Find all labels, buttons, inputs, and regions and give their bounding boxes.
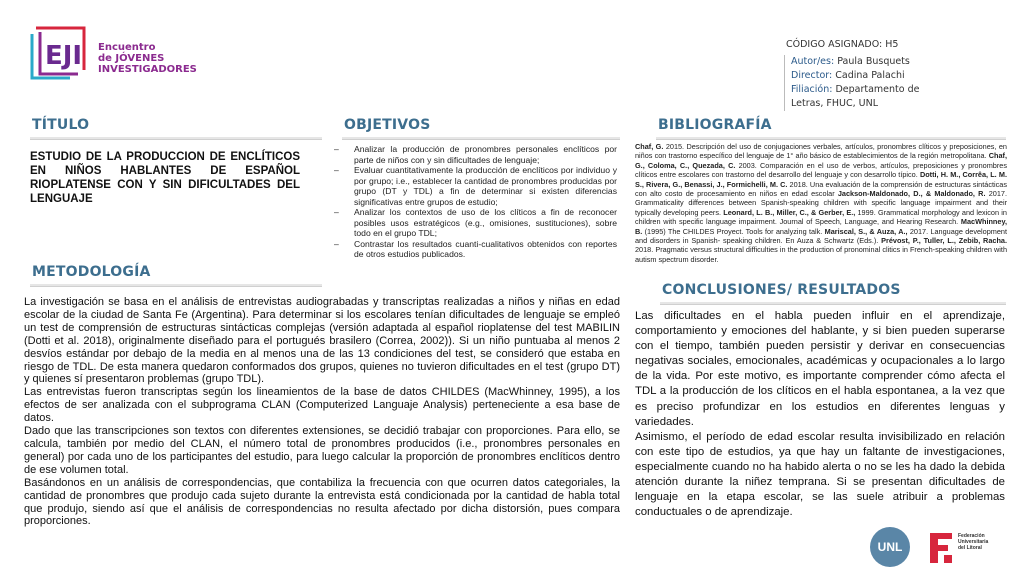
bibliografia-heading: BIBLIOGRAFÍA <box>658 117 772 133</box>
bib-text: 2018. Una evaluación de la comprensión de estructuras sintácticas con alto costo de procesamiento en niños en edad escolar <box>635 179 1007 199</box>
objective-item: – Evaluar cuantitativamente la producción de enclíticos por individuo y por grupo; i.e., establecer la cantidad de pronombres producidas por grupo (DT y TDL) a fin de determinar si existen diferencias significativas entre grupos de estudio; <box>334 165 617 207</box>
fuel-line-3: del Litoral <box>958 545 982 551</box>
poster-title: ESTUDIO DE LA PRODUCCION DE ENCLÍTICOS EN NIÑOS HABLANTES DE ESPAÑOL RIOPLATENSE CON Y SIN DIFICULTADES DEL LENGUAJE <box>30 151 300 205</box>
bibliografia-underline <box>656 137 1006 140</box>
bib-author: Prévost, P., Tuller, L., Zebib, Racha. <box>881 236 1007 246</box>
bibliography-text <box>635 142 1007 264</box>
director-label: Director: <box>791 70 833 81</box>
code-label: CÓDIGO ASIGNADO: <box>786 39 883 50</box>
titulo-underline <box>30 137 322 140</box>
logo-mark: EJI <box>45 41 83 71</box>
objective-item: – Analizar la producción de pronombres personales enclíticos por parte de niños con y sin dificultades de lenguaje; <box>334 144 617 165</box>
bib-text: 1999. Grammatical morphology and lexicon in children with specific language impairment. Journal of Speech, Language, and Hearing Research. <box>635 207 1007 227</box>
unl-label: UNL <box>877 540 903 554</box>
objective-item: – Contrastar los resultados cuanti-cualitativos obtenidos con reportes de otros estudios publicados. <box>334 239 617 260</box>
methodology-paragraph: Basándonos en un análisis de correspondencias, que contabiliza la frecuencia con que ocurren datos categoriales, la cantidad de pronombres que produjo cada sujeto durante la entrevista está condicionada por la cantidad de habla total que produjo, siendo así que el análisis de correspondencias no resulta afectado por dicha distorsión, pues compara proporciones. <box>24 476 620 528</box>
author-value: Paula Busquets <box>837 56 910 67</box>
fuel-logo-text <box>958 533 988 551</box>
methodology-text <box>24 296 620 528</box>
conclusions-text <box>635 309 1005 520</box>
bib-author: MacWhinney, B. <box>635 217 1007 236</box>
affiliation-value: Departamento de Letras, FHUC, UNL <box>791 84 920 109</box>
conclusiones-underline <box>660 302 1006 305</box>
conclusions-paragraph: Asimismo, el período de edad escolar resulta invisibilizado en relación con este tipo de estudios, ya que hay un faltante de investigaciones, especialmente cuando no ha habido alerta o no se les ha dado la debida atención durante la niñez temprana. Si se presentan dificultades de lenguaje en la etapa escolar, se las suele atribuir a problemas conductuales o de aprendizaje. <box>635 430 1005 519</box>
metodologia-heading: METODOLOGÍA <box>32 264 151 280</box>
affiliation-label: Filiación: <box>791 84 833 95</box>
objective-item: – Analizar los contextos de uso de los clíticos a fin de reconocer posibles usos estratégicos (e.g., omisiones, sustituciones), sobre todo en el grupo TDL; <box>334 207 617 239</box>
director-value: Cadina Palachi <box>835 70 905 81</box>
bib-author: Leonard, L. B., Miller, C., & Gerber, E., <box>723 207 856 217</box>
methodology-paragraph: Las entrevistas fueron transcriptas según los lineamientos de la base de datos CHILDES (MacWhinney, 1995), a los efectos de ser analizada con el subprograma CLAN (Computerized Languaje Analysis) perteneciente a esa base de datos. <box>24 386 620 425</box>
author-label: Autor/es: <box>791 56 835 67</box>
code-value: H5 <box>885 39 899 50</box>
fuel-logo-icon <box>926 527 956 567</box>
fuel-line-1: Federación <box>958 533 985 539</box>
bib-author: Jackson-Maldonado, D., & Maldonado, R. <box>837 189 986 199</box>
logo-line-1: Encuentro <box>98 42 156 53</box>
assigned-code <box>786 38 898 52</box>
bib-text: 2018. Pragmatic versus structural difficulties in the production of pronominal clitics in French-speaking children with autism spectrum disorder. <box>635 245 1007 264</box>
eji-logo <box>26 22 90 82</box>
unl-logo <box>870 527 910 567</box>
methodology-paragraph: La investigación se basa en el análisis de entrevistas audiograbadas y transcriptas realizadas a niños y niñas en edad escolar de la ciudad de Santa Fe (Argentina). Para determinar si los escolares tenían dificultades de lenguaje se empleó un test de comprensión de estructuras sintácticas complejas (versión adaptada al español rioplatense del test MABILIN (Dotti et al. 2018), originalmente diseñado para el portugués brasilero (Correa, 2002)). Si un niño puntuaba al menos 2 desvíos estándar por debajo de la media en al menos una de las 13 condiciones del test, se consideró que estaba en riesgo de TDL. De esta manera quedaron conformados dos grupos, quienes no tuvieron dificultades en el test (grupo DT) y quienes sí presentaron problemas (grupo TDL). <box>24 296 620 386</box>
logo-text <box>98 42 197 75</box>
conclusiones-heading: CONCLUSIONES/ RESULTADOS <box>662 282 901 298</box>
bib-author: Dotti, H. M., Corrêa, L. M. S., Rivera, G., Benassi, J., Formichelli, M. C. <box>635 170 1007 189</box>
bib-text: (1995) The CHILDES Proyect. Tools for analyzing talk. <box>642 226 825 236</box>
author-info <box>784 55 924 111</box>
bib-text: 2003. Comparación en el uso de verbos, artículos, preposiciones y pronombres clíticos entre escolares con trastorno del desarrollo del lenguaje y con desarrollo típico. <box>635 160 1008 180</box>
bib-text: 2015. Descripción del uso de conjugaciones verbales, artículos, pronombres clíticos y preposiciones, en niños con trastorno específico del lenguaje de 1° año básico de establecimientos de la región metropolitana. <box>635 142 1007 161</box>
logo-line-2: de JÓVENES <box>98 53 165 64</box>
bib-author: Mariscal, S., & Auza, A., <box>824 226 908 236</box>
objetivos-underline <box>342 137 620 140</box>
metodologia-underline <box>30 284 322 287</box>
methodology-paragraph: Dado que las transcripciones son textos con diferentes extensiones, se decidió trabajar con proporciones. Para ello, se calcula, también por medio del CLAN, el número total de pronombres producidos (i.e., pronombres personales en general) por cada uno de los participantes del estudio, para luego calcular la proporción de pronombres enclíticos dentro de ese volumen total. <box>24 425 620 476</box>
bib-text: 2017. Language development and disorders in Spanish- speaking children. En Auza & Schwartz (Eds.). <box>635 226 1007 246</box>
bib-author: Chaf, G., Coloma, C., Quezada, C. <box>635 151 1007 170</box>
logo-line-3: INVESTIGADORES <box>98 64 197 75</box>
bib-text: 2017. Grammaticality differences between Spanish-speaking children with specific language impairment and their typically developing peers. <box>635 189 1007 217</box>
conclusions-paragraph: Las dificultades en el habla pueden influir en el aprendizaje, comportamiento y emociones del hablante, y si bien pueden superarse con el tiempo, también pueden persistir y derivar en consecuencias negativas sociales, emocionales, académicas y ocupacionales a lo largo de la vida. Por este motivo, es importante comprender cómo afecta el TDL a la producción de los clíticos en el habla espontanea, a la vez que es preciso profundizar en los estudios en diferentes lenguas y variedades. <box>635 310 1005 428</box>
objetivos-heading: OBJETIVOS <box>344 117 431 133</box>
bib-author: Chaf, G. <box>635 142 664 151</box>
objectives-list <box>334 144 617 260</box>
fuel-line-2: Universitaria <box>958 539 989 545</box>
titulo-heading: TÍTULO <box>32 117 90 133</box>
